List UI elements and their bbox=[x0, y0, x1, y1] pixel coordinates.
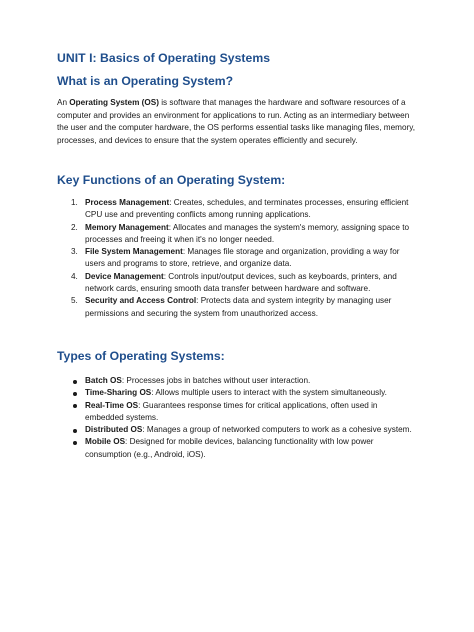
types-list bbox=[57, 375, 417, 461]
type-desc: : Processes jobs in batches without user interaction. bbox=[121, 376, 311, 385]
type-item bbox=[57, 375, 417, 387]
function-item bbox=[57, 197, 417, 222]
type-term: Real-Time OS bbox=[85, 400, 139, 410]
type-item bbox=[57, 436, 417, 461]
intro-paragraph bbox=[57, 97, 422, 147]
bullet-icon bbox=[73, 380, 77, 384]
what-is-os-heading: What is an Operating System? bbox=[57, 74, 234, 88]
function-number: 3. bbox=[71, 247, 78, 257]
bullet-icon bbox=[73, 429, 77, 433]
type-item bbox=[57, 400, 417, 425]
unit-title: UNIT I: Basics of Operating Systems bbox=[57, 51, 271, 65]
type-term: Distributed OS bbox=[85, 425, 143, 435]
function-item bbox=[57, 222, 417, 247]
type-item bbox=[57, 424, 417, 436]
type-term: Mobile OS bbox=[85, 437, 126, 447]
types-heading: Types of Operating Systems: bbox=[57, 349, 225, 363]
function-number: 2. bbox=[71, 222, 78, 232]
intro-rest: is software that manages the hardware and software resources of a computer and provides an environment for applications to run. Acting as an intermediary between the user and the computer hardware, the OS performs essential tasks like managing files, memory, processes, and devices to ensure that the system operates efficiently and securely. bbox=[57, 98, 415, 145]
bullet-icon bbox=[73, 392, 77, 396]
function-number: 1. bbox=[71, 198, 78, 207]
type-desc: : Manages a group of networked computers to work as a cohesive system. bbox=[142, 425, 412, 435]
function-term: Process Management bbox=[85, 198, 170, 207]
type-desc: : Designed for mobile devices, balancing functionality with low power consumption (e.g., Android, iOS). bbox=[85, 437, 374, 459]
function-desc: : Manages file storage and organization, providing a way for users and programs to store, retrieve, and organize data. bbox=[85, 247, 400, 269]
function-item bbox=[57, 271, 417, 296]
intro-bold-term: Operating System (OS) bbox=[69, 98, 159, 107]
function-term: Device Management bbox=[85, 271, 164, 281]
bullet-icon bbox=[73, 441, 77, 445]
function-number: 5. bbox=[71, 296, 78, 306]
function-item bbox=[57, 246, 417, 271]
type-item bbox=[57, 387, 417, 399]
functions-list bbox=[57, 197, 417, 320]
function-number: 4. bbox=[71, 271, 78, 281]
intro-prefix: An bbox=[57, 98, 70, 107]
type-term: Time-Sharing OS bbox=[85, 388, 152, 398]
function-term: Security and Access Control bbox=[85, 296, 197, 306]
key-functions-heading: Key Functions of an Operating System: bbox=[57, 173, 286, 187]
bullet-icon bbox=[73, 404, 77, 408]
function-desc: : Allocates and manages the system's memory, assigning space to processes and freeing it when it's no longer needed. bbox=[85, 222, 410, 244]
function-term: File System Management bbox=[85, 247, 183, 257]
function-desc: : Protects data and system integrity by managing user permissions and securing the system from unauthorized access. bbox=[85, 296, 392, 318]
function-desc: : Creates, schedules, and terminates processes, ensuring efficient CPU use and preventing conflicts among running applications. bbox=[85, 198, 409, 220]
function-term: Memory Management bbox=[85, 222, 169, 232]
function-desc: : Controls input/output devices, such as keyboards, printers, and network cards, ensuring smooth data transfer between hardware and software. bbox=[85, 271, 397, 294]
type-desc: : Allows multiple users to interact with the system simultaneously. bbox=[151, 388, 387, 398]
type-term: Batch OS bbox=[85, 376, 122, 385]
function-item bbox=[57, 295, 417, 320]
type-desc: : Guarantees response times for critical applications, often used in embedded systems. bbox=[85, 400, 378, 422]
